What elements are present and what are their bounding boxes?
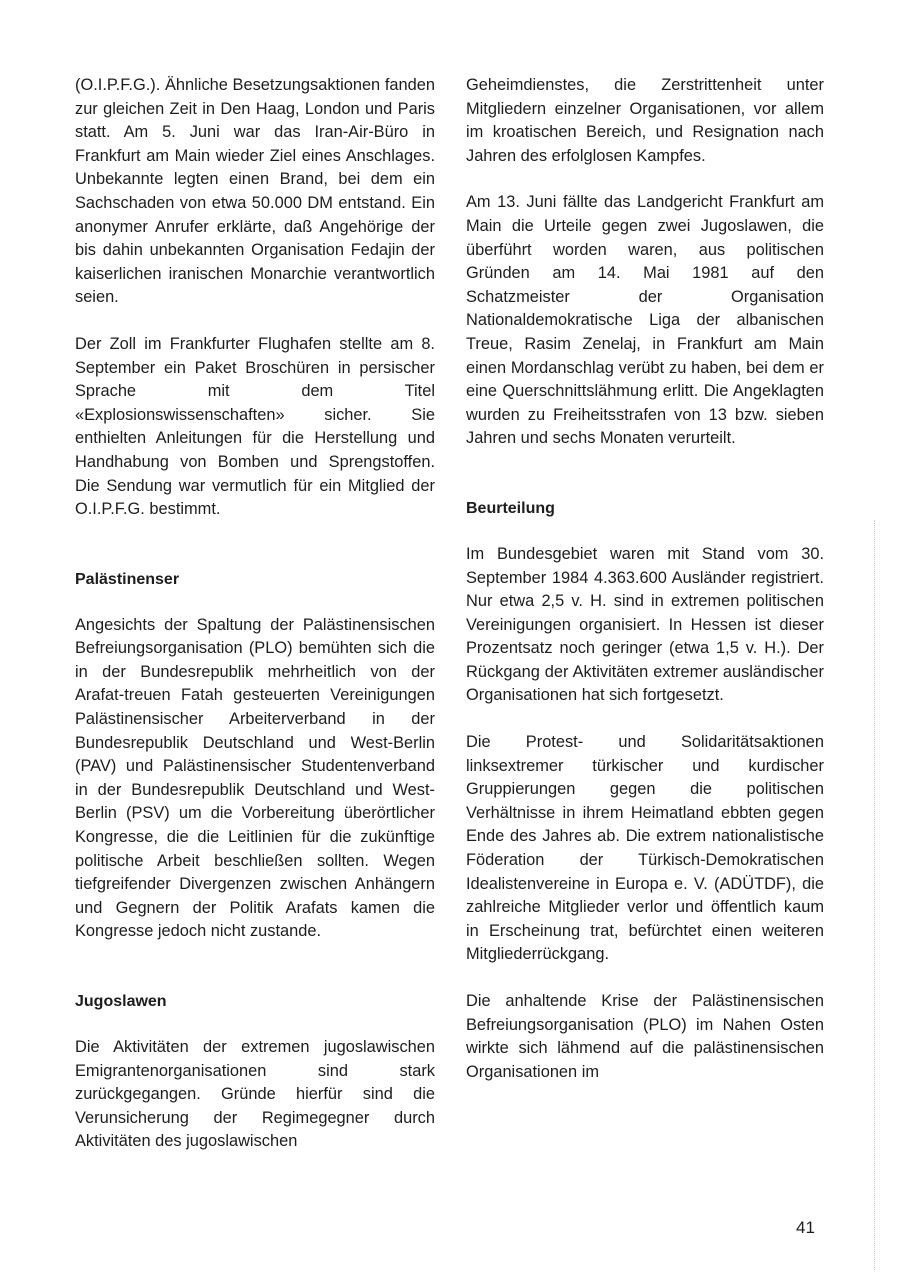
paragraph-iran-besetzungen: (O.I.P.F.G.). Ähnliche Besetzungsaktionen fanden zur gleichen Zeit in Den Haag, London und Paris statt. Am 5. Juni war das Iran-Air-Büro in Frankfurt am Main wieder Ziel eines Anschlages. Unbekannte legten einen Brand, bei dem ein Sachschaden von etwa 50.000 DM entstand. Ein anonymer Anrufer erklärte, daß Angehörige der bis dahin unbekannten Organisation Fedajin der kaiserlichen iranischen Monarchie verantwortlich seien. [75,76,435,307]
right-column [466,74,824,1084]
page-number: 41 [796,1218,815,1237]
paragraph-zoll-frankfurt: Der Zoll im Frankfurter Flughafen stellte am 8. September ein Paket Broschüren in persischer Sprache mit dem Titel «Explosionswissenschaften» sicher. Sie enthielten Anleitungen für die Herstellung und Handhabung von Bomben und Sprengstoffen. Die Sendung war vermutlich für ein Mitglied der O.I.P.F.G. bestimmt. [75,334,435,519]
scan-edge-line [874,520,875,1270]
heading-palaestinenser: Palästinenser [75,570,180,588]
heading-beurteilung: Beurteilung [466,499,555,517]
paragraph-landgericht: Am 13. Juni fällte das Landgericht Frankfurt am Main die Urteile gegen zwei Jugoslawen, die überführt worden waren, aus politischen Gründen am 14. Mai 1981 auf den Schatzmeister der Organisation Nationaldemokratische Liga der albanischen Treue, Rasim Zenelaj, in Frankfurt am Main einen Mordanschlag verübt zu haben, bei dem er eine Querschnittslähmung erlitt. Die Angeklagten wurden zu Freiheitsstrafen von 13 bzw. sieben Jahren und sechs Monaten verurteilt. [466,193,824,448]
left-column [75,74,435,1154]
paragraph-plo-spaltung: Angesichts der Spaltung der Palästinensischen Befreiungsorganisation (PLO) bemühten sich die in der Bundesrepublik mehrheitlich von der Arafat-treuen Fatah gesteuerten Vereinigungen Palästinensischer Arbeiterverband in der Bundesrepublik Deutschland und West-Berlin (PAV) und Palästinensischer Studentenverband in der Bundesrepublik Deutschland und West-Berlin (PSV) um die Vorbereitung überörtlicher Kongresse, die die Leitlinien für die zukünftige politische Arbeit beschließen sollten. Wegen tiefgreifender Divergenzen zwischen Anhängern und Gegnern der Politik Arafats kamen die Kongresse jedoch nicht zustande. [75,615,435,941]
heading-jugoslawen: Jugoslawen [75,993,167,1010]
paragraph-jugoslawen-aktivitaeten: Die Aktivitäten der extremen jugoslawischen Emigrantenorganisationen sind stark zurückgegangen. Gründe hierfür sind die Verunsicherung der Regimegegner durch Aktivitäten des jugoslawischen [75,1038,435,1151]
paragraph-auslaender-statistik: Im Bundesgebiet waren mit Stand vom 30. September 1984 4.363.600 Ausländer registriert. Nur etwa 2,5 v. H. sind in extremen politischen Vereinigungen organisiert. In Hessen ist dieser Prozentsatz noch geringer (etwa 1,5 v. H.). Der Rückgang der Aktivitäten extremer ausländischer Organisationen hat sich fortgesetzt. [466,544,824,705]
paragraph-geheimdienst: Geheimdienstes, die Zerstrittenheit unter Mitgliedern einzelner Organisationen, vor allem im kroatischen Bereich, und Resignation nach Jahren des erfolglosen Kampfes. [466,76,824,165]
paragraph-plo-krise: Die anhaltende Krise der Palästinensischen Befreiungsorganisation (PLO) im Nahen Osten wirkte sich lähmend auf die palästinensischen Organisationen im [466,992,824,1081]
paragraph-tuerkische-gruppen: Die Protest- und Solidaritätsaktionen linksextremer türkischer und kurdischer Gruppierungen gegen die politischen Verhältnisse in ihrem Heimatland ebbten gegen Ende des Jahres ab. Die extrem nationalistische Föderation der Türkisch-Demokratischen Idealistenvereine in Europa e. V. (ADÜTDF), die zahlreiche Mitglieder verlor und öffentlich kaum in Erscheinung trat, befürchtet einen weiteren Mitgliederrückgang. [466,733,824,964]
